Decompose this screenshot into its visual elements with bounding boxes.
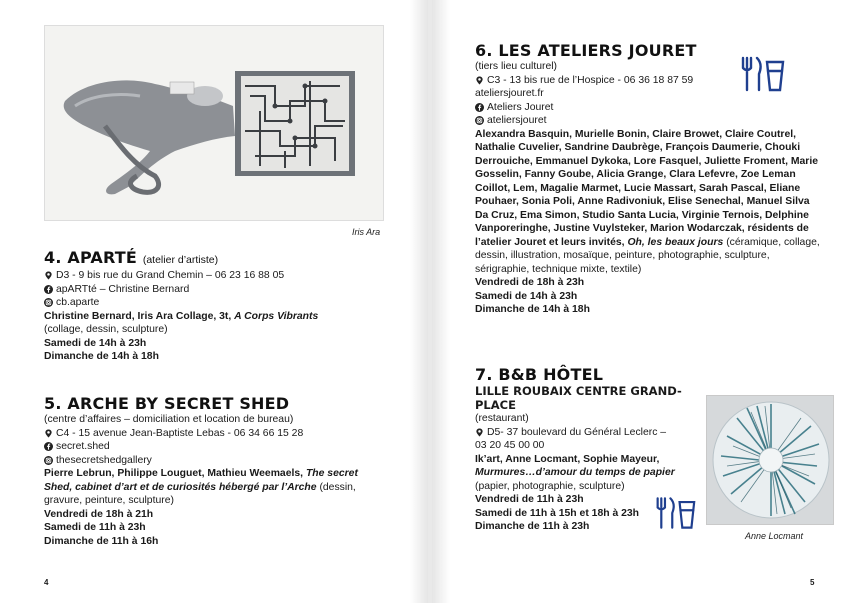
instagram-link[interactable]: ateliersjouret: [487, 115, 547, 126]
media-list: (dessin, gravure, peinture, sculpture): [44, 481, 356, 506]
opening-hours: Dimanche de 11h à 23h: [475, 521, 590, 532]
paper-disc-artwork: [707, 396, 834, 525]
opening-hours: Samedi de 11h à 23h: [44, 522, 146, 533]
location-pin-icon: [475, 76, 484, 85]
artists-names: Christine Bernard, Iris Ara Collage, 3t,: [44, 310, 232, 322]
opening-hours: Dimanche de 11h à 16h: [44, 535, 159, 547]
facebook-link[interactable]: secret.shed: [56, 441, 110, 452]
instagram-line: [44, 454, 379, 468]
instagram-icon: [44, 298, 53, 307]
instagram-link[interactable]: cb.aparte: [56, 297, 100, 308]
opening-hours: Vendredi de 18h à 21h: [44, 508, 154, 520]
artists-text: [44, 310, 414, 324]
artwork-photo-iris-ara: [44, 25, 384, 221]
instagram-icon: [44, 456, 53, 465]
instagram-line: [475, 114, 820, 128]
fork-knife-cup-icon: [739, 56, 785, 92]
facebook-link[interactable]: apARTté – Christine Bernard: [56, 283, 190, 295]
phone-number: 03 20 45 00 00: [475, 440, 545, 451]
artists-text: [475, 453, 700, 480]
facebook-line: [44, 283, 414, 297]
amenity-icons-entry-7: [654, 496, 696, 535]
opening-hours: Vendredi de 11h à 23h: [475, 494, 584, 505]
fold-shadow: [432, 0, 450, 603]
photo-caption: Iris Ara: [352, 227, 381, 237]
venue-entry-4: [44, 249, 414, 364]
venue-title: 5. ARCHE BY SECRET SHED: [44, 394, 290, 413]
address-text: C3 - 13 bis rue de l’Hospice - 06 36 18 87 59: [487, 74, 694, 86]
venue-title: 7. B&B HÔTEL: [475, 365, 604, 384]
address-text: C4 - 15 avenue Jean-Baptiste Lebas - 06 34 66 15 28: [56, 427, 304, 439]
facebook-link[interactable]: Ateliers Jouret: [487, 101, 554, 113]
instagram-icon: [475, 116, 484, 125]
venue-type: (atelier d’artiste): [142, 254, 219, 266]
facebook-icon: [44, 285, 53, 294]
facebook-icon: [475, 103, 484, 112]
exhibition-title: The secret Shed, cabinet d’art et de curiosités hébergé par l’Arche: [44, 468, 358, 493]
location-pin-icon: [44, 271, 53, 280]
venue-type: (restaurant): [475, 413, 529, 424]
opening-hours: Vendredi de 18h à 23h: [475, 277, 585, 288]
location-pin-icon: [44, 429, 53, 438]
opening-hours: Dimanche de 14h à 18h: [44, 351, 159, 362]
opening-hours: Dimanche de 14h à 18h: [475, 304, 590, 315]
fork-knife-cup-icon: [654, 496, 696, 530]
website-link[interactable]: ateliersjouret.fr: [475, 88, 544, 99]
location-pin-icon: [475, 428, 484, 437]
exhibition-title: Murmures…d’amour du temps de papier: [475, 467, 675, 478]
left-page: [0, 0, 428, 603]
media-list: (céramique, collage, dessin, illustration, mosaïque, peinture, photographie, sculpture, sérigraphie, technique mixte, textile): [475, 236, 820, 275]
artists-names: Alexandra Basquin, Murielle Bonin, Claire Browet, Claire Coutrel, Nathalie Cuvelier, Sandrine Daubrège, François Daumerie, Chouki Derrouiche, Emmanuel Dykoka, Lore Fasquel, Juliette Froment, Marie Gosselin, Fanny Goube, Alicia Grange, Clara Lefevre, Zoe Leman Coillot, Lem, Magalie Marmet, Lucie Massart, Sarah Pascal, Eliane Pouhaer, Sonia Poli, Anne Radivoniuk, Elise Senechal, Manuel Silva Da Cruz, Ema Simon, Studio Santa Lucia, Virginie Ternois, Delphine Vanporeringhe, Justine Vuylsteker, Marion Wodarczak, résidents de l’atelier Jouret et leurs invités,: [475, 128, 818, 248]
venue-title-text: 4. APARTÉ: [44, 248, 138, 267]
instagram-link[interactable]: thesecretshedgallery: [56, 454, 152, 466]
photo-caption: Anne Locmant: [745, 531, 804, 541]
facebook-line: [44, 440, 379, 454]
address-text: D3 - 9 bis rue du Grand Chemin – 06 23 16 88 05: [56, 270, 285, 281]
venue-title: 6. LES ATELIERS JOURET: [475, 41, 697, 60]
address-line: [475, 426, 700, 440]
artists-names: Pierre Lebrun, Philippe Louguet, Mathieu Weemaels,: [44, 468, 304, 479]
artists-text: [475, 128, 820, 277]
venue-type: (centre d’affaires – domiciliation et location de bureau): [44, 414, 294, 425]
facebook-line: [475, 101, 820, 115]
exhibition-title: Oh, les beaux jours: [627, 236, 724, 248]
venue-entry-5: [44, 395, 379, 548]
address-text: D5- 37 boulevard du Général Leclerc –: [487, 426, 667, 438]
facebook-icon: [44, 442, 53, 451]
artists-names: Ik’art, Anne Locmant, Sophie Mayeur,: [475, 453, 660, 465]
exhibition-title: A Corps Vibrants: [234, 310, 319, 322]
venue-title-secondary: LILLE ROUBAIX CENTRE GRAND-PLACE: [475, 384, 682, 412]
venue-type: (tiers lieu culturel): [475, 61, 557, 72]
instagram-line: [44, 296, 414, 310]
collage-figure-illustration: [45, 26, 384, 221]
page-number: 4: [44, 578, 49, 587]
amenity-icons-entry-6: [739, 56, 785, 97]
page-number: 5: [810, 578, 815, 587]
address-line: [44, 427, 379, 441]
address-line: [44, 269, 414, 283]
artwork-photo-anne-locmant: [706, 395, 834, 525]
artists-text: [44, 467, 379, 508]
venue-title: [44, 249, 414, 269]
opening-hours: Samedi de 14h à 23h: [44, 337, 147, 349]
media-list: (papier, photographie, sculpture): [475, 480, 625, 492]
media-list: (collage, dessin, sculpture): [44, 324, 168, 335]
opening-hours: Samedi de 14h à 23h: [475, 290, 578, 302]
right-page: [432, 0, 862, 603]
opening-hours: Samedi de 11h à 15h et 18h à 23h: [475, 507, 640, 519]
